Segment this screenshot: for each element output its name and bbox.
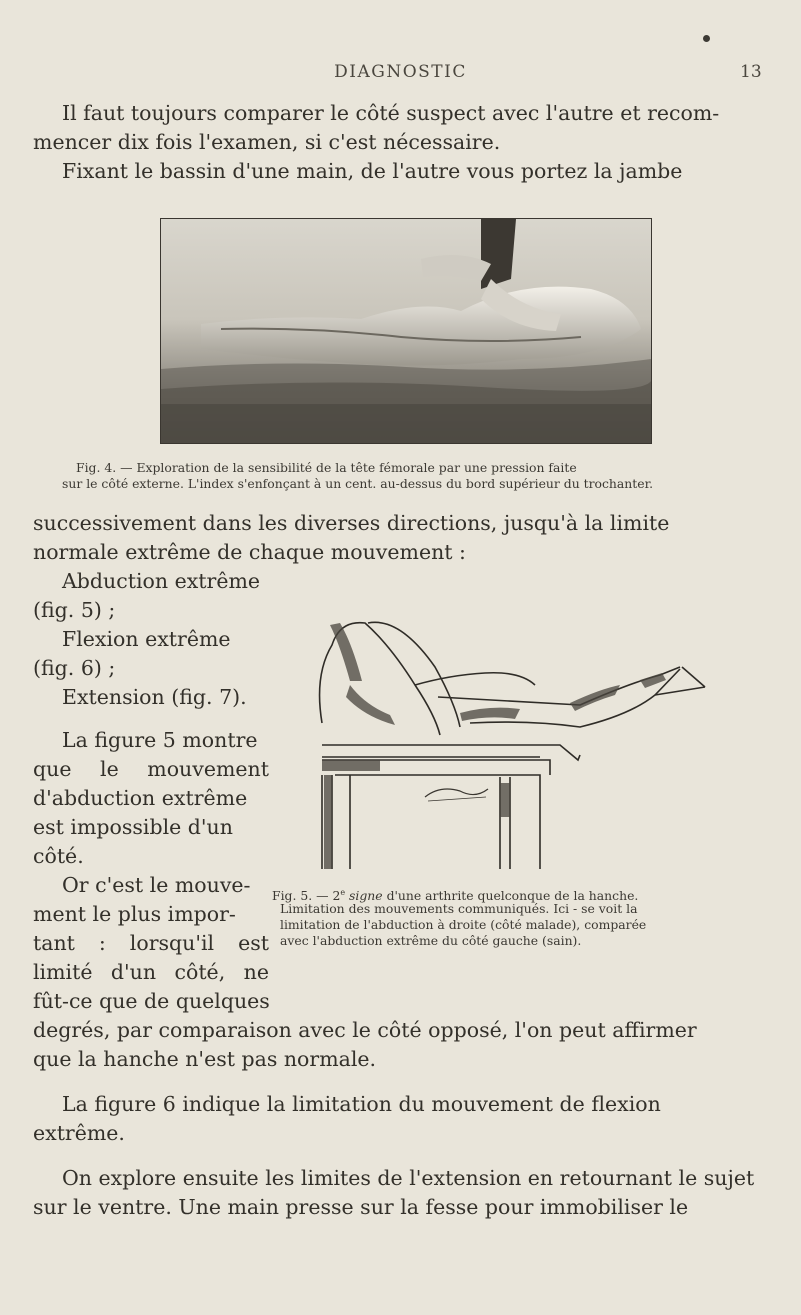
figure-4-caption: Fig. 4. — Exploration de la sensibilité de la tête fémorale par une pression faite (76, 460, 577, 475)
word: d'un (110, 960, 157, 984)
running-header: DIAGNOSTIC (334, 62, 467, 82)
word: le (100, 757, 119, 781)
word: tant (33, 931, 75, 955)
caption-part: Fig. 5. — 2 (272, 888, 341, 904)
text-line (33, 755, 269, 784)
figure-5-drawing (310, 585, 718, 875)
word: est (238, 931, 269, 955)
word: ne (243, 960, 269, 984)
text-line: La figure 5 montre (62, 728, 258, 752)
text-line (33, 958, 269, 987)
text-line: Or c'est le mouve- (62, 873, 251, 897)
figure-4-caption: sur le côté externe. L'index s'enfonçant à un cent. au-dessus du bord supérieur du trochanter. (62, 476, 654, 491)
figure-5-caption: avec l'abduction extrême du côté gauche (sain). (280, 933, 582, 948)
text-line: côté. (33, 844, 84, 868)
word: que (33, 757, 72, 781)
figure-5-caption: limitation de l'abduction à droite (côté malade), comparée (280, 917, 647, 932)
figure-5-caption: Limitation des mouvements communiqués. Ici - se voit la (280, 901, 638, 916)
word: mouvement (147, 757, 269, 781)
text-line: On explore ensuite les limites de l'extension en retournant le sujet (62, 1166, 755, 1190)
list-item: Flexion extrême (62, 627, 231, 651)
text-line: degrés, par comparaison avec le côté opposé, l'on peut affirmer (33, 1018, 697, 1042)
word: lorsqu'il (129, 931, 215, 955)
word: : (98, 931, 106, 955)
text-line: normale extrême de chaque mouvement : (33, 540, 466, 564)
text-line: extrême. (33, 1121, 125, 1145)
word: limité (33, 960, 93, 984)
list-item: Abduction extrême (62, 569, 261, 593)
figure-4-illustration (161, 219, 651, 443)
list-item: (fig. 6) ; (33, 656, 116, 680)
text-line: La figure 6 indique la limitation du mouvement de flexion (62, 1092, 661, 1116)
caption-sup: e (340, 888, 346, 897)
text-line: Fixant le bassin d'une main, de l'autre vous portez la jambe (62, 159, 683, 183)
text-line (33, 929, 269, 958)
text-line: est impossible d'un (33, 815, 233, 839)
text-line: successivement dans les diverses directions, jusqu'à la limite (33, 511, 670, 535)
text-line: que la hanche n'est pas normale. (33, 1047, 377, 1071)
text-line: Il faut toujours comparer le côté suspect avec l'autre et recom- (62, 101, 720, 125)
text-line: ment le plus impor- (33, 902, 236, 926)
list-item: (fig. 5) ; (33, 598, 116, 622)
text-line: d'abduction extrême (33, 786, 248, 810)
page-number: 13 (740, 62, 762, 82)
figure-4-photo (160, 218, 652, 444)
caption-part: d'une arthrite quelconque de la hanche. (386, 888, 639, 904)
figure-5-illustration (310, 585, 718, 875)
ink-speck (703, 35, 710, 42)
list-item: Extension (fig. 7). (62, 685, 247, 709)
word: côté, (174, 960, 226, 984)
caption-italic: signe (349, 888, 383, 904)
text-line: fût-ce que de quelques (33, 989, 270, 1013)
text-line: mencer dix fois l'examen, si c'est nécessaire. (33, 130, 501, 154)
text-line: sur le ventre. Une main presse sur la fesse pour immobiliser le (33, 1195, 689, 1219)
